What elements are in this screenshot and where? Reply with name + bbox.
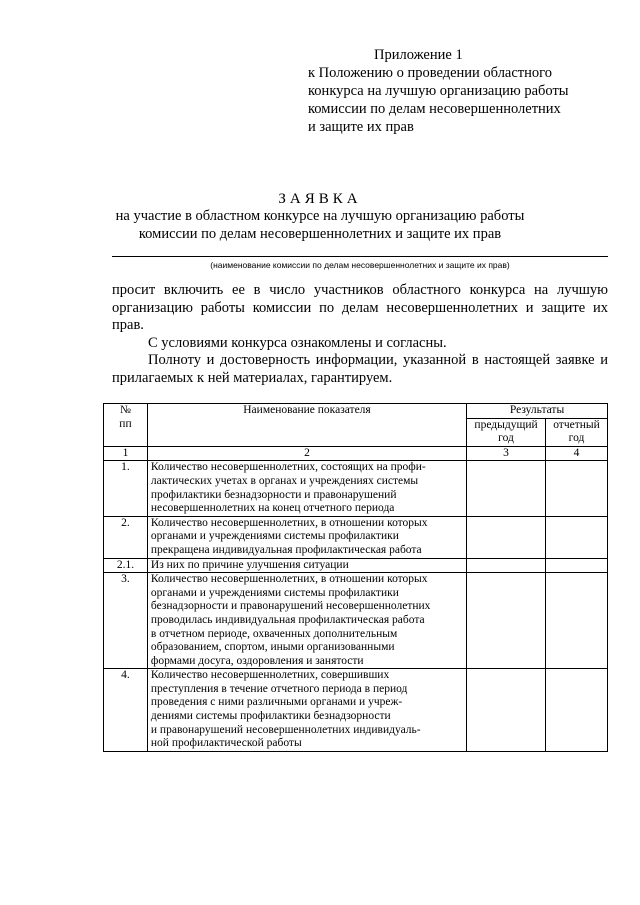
row-indicator: Из них по причине улучшения ситуации [147, 558, 466, 573]
paragraph-conditions: С условиями конкурса ознакомлены и согласны. [148, 334, 447, 351]
column-number: 1 [104, 446, 148, 461]
column-number: 4 [546, 446, 608, 461]
application-text [112, 282, 608, 387]
row-indicator: Количество несовершеннолетних, совершивших преступления в течение отчетного периода в период проведения с ними различными органами и учреж- дениями системы профилактики безнадзорности и правонарушений несовершеннолетних индивидуаль- ной профилактической работы [147, 669, 466, 752]
current-year-cell[interactable] [546, 573, 608, 669]
row-indicator: Количество несовершеннолетних, состоящих на профи- лактических учетах в органах и учреждениях системы профилактики безнадзорности и правонарушений несовершеннолетних на конец отчетного периода [147, 461, 466, 516]
table-header-row [104, 404, 608, 419]
appendix-line: комиссии по делам несовершеннолетних [308, 101, 561, 117]
appendix-title: Приложение 1 [374, 47, 463, 63]
row-number: 1. [104, 461, 148, 516]
column-number: 2 [147, 446, 466, 461]
row-indicator: Количество несовершеннолетних, в отношении которых органами и учреждениями системы профилактики прекращена индивидуальная профилактическая работа [147, 516, 466, 558]
subtitle-line: комиссии по делам несовершеннолетних и защите их прав [138, 226, 502, 242]
commission-name-caption: (наименование комиссии по делам несовершеннолетних и защите их прав) [210, 260, 510, 270]
current-year-cell[interactable] [546, 516, 608, 558]
table-row [104, 516, 608, 558]
column-numbers-row [104, 446, 608, 461]
current-year-cell[interactable] [546, 461, 608, 516]
previous-year-cell[interactable] [467, 573, 546, 669]
indicators-table [103, 403, 608, 752]
row-number: 2.1. [104, 558, 148, 573]
row-indicator: Количество несовершеннолетних, в отношении которых органами и учреждениями системы профилактики безнадзорности и правонарушений несовершеннолетних проводилась индивидуальная профилактическая работа в отчетном периоде, охваченных дополнительным образованием, спортом, иными организованными формами досуга, оздоровления и занятости [147, 573, 466, 669]
table-row [104, 558, 608, 573]
table-row [104, 669, 608, 752]
appendix-line: к Положению о проведении областного [308, 65, 552, 81]
previous-year-cell[interactable] [467, 461, 546, 516]
header-previous-year: предыдущий год [467, 418, 546, 446]
previous-year-cell[interactable] [467, 669, 546, 752]
appendix-line: конкурса на лучшую организацию работы [308, 83, 569, 99]
appendix-line: и защите их прав [308, 119, 414, 135]
current-year-cell[interactable] [546, 669, 608, 752]
previous-year-cell[interactable] [467, 558, 546, 573]
header-results: Результаты [467, 404, 608, 419]
document-subtitle [0, 207, 640, 243]
column-number: 3 [467, 446, 546, 461]
row-number: 4. [104, 669, 148, 752]
header-number: № пп [104, 404, 148, 447]
header-indicator-name: Наименование показателя [147, 404, 466, 447]
document-title: ЗАЯВКА [278, 191, 362, 207]
previous-year-cell[interactable] [467, 516, 546, 558]
paragraph-guarantee: Полноту и достоверность информации, указанной в настоящей заявке и прилагаемых к ней материалах, гарантируем. [112, 352, 608, 386]
paragraph-request: просит включить ее в число участников областного конкурса на лучшую организацию работы комиссии по делам несовершеннолетних и защите их прав. [112, 282, 608, 333]
row-number: 2. [104, 516, 148, 558]
current-year-cell[interactable] [546, 558, 608, 573]
appendix-block [308, 46, 569, 136]
table-row [104, 461, 608, 516]
header-current-year: отчетный год [546, 418, 608, 446]
row-number: 3. [104, 573, 148, 669]
table-row [104, 573, 608, 669]
subtitle-line: на участие в областном конкурсе на лучшую организацию работы [115, 208, 525, 224]
commission-name-field[interactable] [112, 256, 608, 257]
